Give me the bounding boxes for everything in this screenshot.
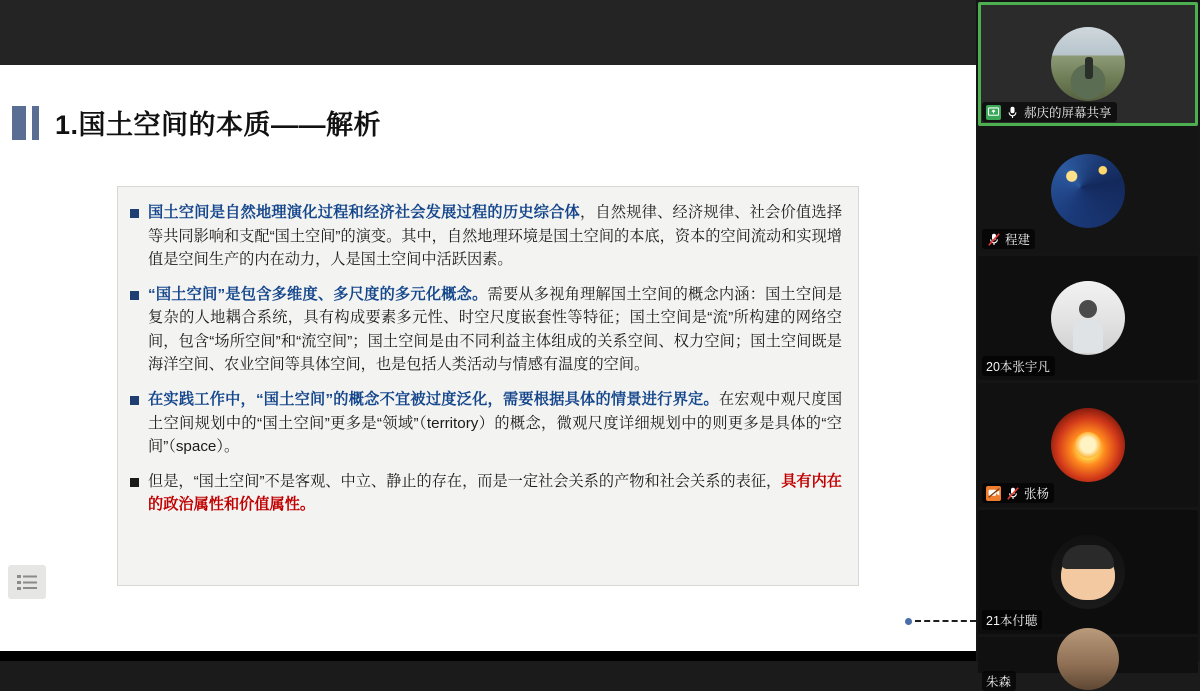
avatar <box>1051 408 1125 482</box>
participant-name-chip <box>982 229 1035 249</box>
avatar <box>1051 281 1125 355</box>
participant-name-chip <box>982 356 1055 376</box>
avatar <box>1051 154 1125 228</box>
participant-name-chip <box>982 102 1117 122</box>
bullet-square-icon <box>130 396 139 405</box>
title-accent-bar-large <box>12 106 26 140</box>
bullet-square-icon <box>130 291 139 300</box>
shared-screen-letterbox-top <box>0 0 976 65</box>
participant-name: 21本付聴 <box>986 614 1038 628</box>
title-accent-bar-small <box>32 106 39 140</box>
presentation-slide <box>0 65 976 651</box>
microphone-muted-icon <box>1005 486 1020 501</box>
bullet-text-body: 在宏观中观尺度国土空间规划中的“国土空间”更多是“领域”（territory）的概念，微观尺度详细规划中的则更多是具体的“空间”（space）。 <box>148 390 843 456</box>
page-title: 1.国土空间的本质——解析 <box>55 110 382 140</box>
list-item <box>130 201 842 272</box>
bullet-text-highlight: 具有内在的政治属性和价值属性。 <box>148 472 842 514</box>
participant-tile[interactable] <box>978 383 1198 507</box>
participant-tile[interactable] <box>978 2 1198 126</box>
avatar <box>1057 628 1119 690</box>
avatar <box>1051 27 1125 101</box>
bullet-text-emphasis: “国土空间”是包含多维度、多尺度的多元化概念。 <box>148 285 488 303</box>
annotation-dashed-line <box>915 620 976 622</box>
screen-share-icon <box>986 105 1001 120</box>
annotation-dot <box>905 618 912 625</box>
video-off-icon <box>986 486 1001 501</box>
bullet-text <box>148 470 842 517</box>
bullet-text <box>148 388 842 459</box>
bullet-square-icon <box>130 209 139 218</box>
slide-title-row <box>0 103 381 142</box>
participant-name-chip <box>982 483 1054 503</box>
bullet-text-body: ，自然规律、经济规律、社会价值选择等共同影响和支配“国土空间”的演变。其中，自然地理环境是国土空间的本底，资本的空间流动和实现增值是空间生产的内在动力，人是国土空间中活跃因素。 <box>148 204 843 269</box>
list-icon[interactable] <box>8 565 46 599</box>
participant-name-chip <box>982 671 1016 691</box>
bullet-text-body: 需要从多视角理解国土空间的概念内涵：国土空间是复杂的人地耦合系统，具有构成要素多元性、时空尺度嵌套性等特征；国土空间是“流”所构建的网络空间，包含“场所空间”和“流空间”；国土空间是由不同利益主体组成的关系空间、权力空间；国土空间既是海洋空间、农业空间等具体空间，也是包括人类活动与情感有温度的空间。 <box>148 285 843 374</box>
participant-name: 程建 <box>1005 233 1031 247</box>
avatar <box>1051 535 1125 609</box>
participant-name: 张杨 <box>1024 487 1050 501</box>
bullet-text <box>148 201 842 272</box>
microphone-icon <box>1005 105 1020 120</box>
bullet-text-emphasis: 国土空间是自然地理演化过程和经济社会发展过程的历史综合体 <box>148 204 580 221</box>
participant-name: 郝庆的屏幕共享 <box>1024 106 1112 120</box>
bullet-text-emphasis: 在实践工作中，“国土空间”的概念不宜被过度泛化，需要根据具体的情景进行界定。 <box>148 390 719 408</box>
bullet-text-body: 但是，“国土空间”不是客观、中立、静止的存在，而是一定社会关系的产物和社会关系的表征， <box>148 472 782 490</box>
participant-tile[interactable] <box>978 256 1198 380</box>
participants-filmstrip[interactable] <box>976 0 1200 689</box>
participant-tile[interactable] <box>978 129 1198 253</box>
participant-name: 朱森 <box>986 675 1012 689</box>
participant-tile[interactable] <box>978 510 1198 634</box>
list-item <box>130 470 842 517</box>
participant-name: 20本张宇凡 <box>986 360 1050 374</box>
participant-tile[interactable] <box>978 637 1198 689</box>
slide-content-box <box>117 186 859 586</box>
bullet-text <box>148 283 842 377</box>
participant-name-chip <box>982 610 1042 630</box>
bullet-square-icon <box>130 478 139 487</box>
microphone-muted-icon <box>986 232 1001 247</box>
list-item <box>130 283 842 377</box>
list-item <box>130 388 842 459</box>
